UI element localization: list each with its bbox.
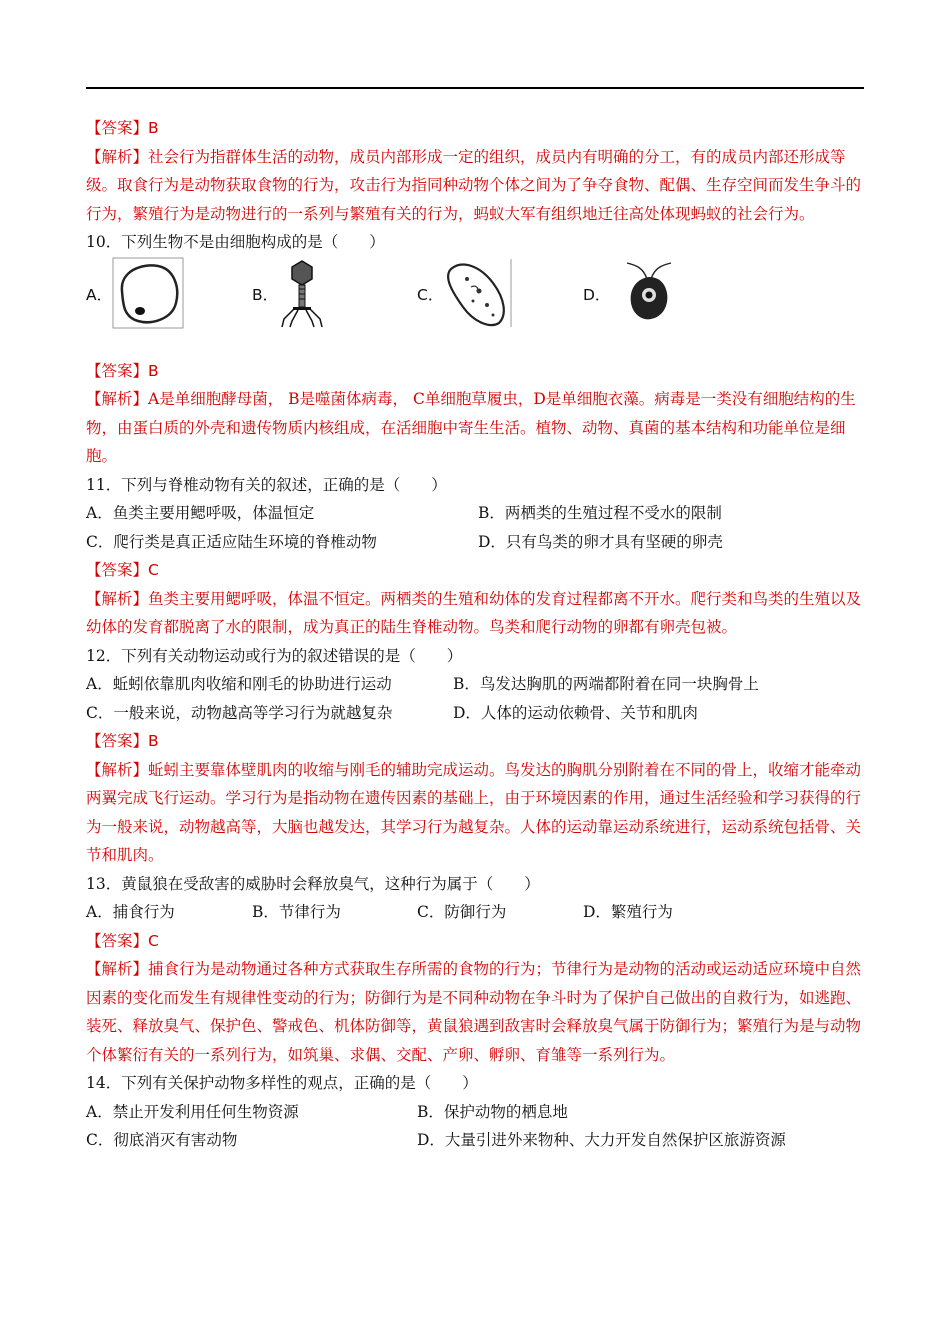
- q9-analysis: 【解析】社会行为指群体生活的动物，成员内部形成一定的组织，成员内有明确的分工，有的成员内部还形成等级。取食行为是动物获取食物的行为，攻击行为指同种动物个体之间为了争夺食物、配偶、生存空间而发生争斗的行为，繁殖行为是动物进行的一系列与繁殖有关的行为，蚂蚁大军有组织地迁往高处体现蚂蚁的社会行为。: [86, 147, 862, 223]
- paramecium-icon: [441, 257, 513, 329]
- yeast-cell-icon: [112, 257, 184, 329]
- q11-analysis: 【解析】鱼类主要用鳃呼吸，体温不恒定。两栖类的生殖和幼体的发育过程都离不开水。爬行类和鸟类的生殖以及幼体的发育都脱离了水的限制，成为真正的陆生脊椎动物。鸟类和爬行动物的卵都有卵壳包被。: [86, 589, 862, 636]
- q11-options-row-2: [86, 528, 864, 557]
- q13-option-d: D．繁殖行为: [583, 903, 673, 921]
- q12-option-d: D．人体的运动依赖骨、关节和肌肉: [453, 703, 698, 722]
- q13-answer: 【答案】C: [86, 931, 159, 950]
- document-body: [86, 114, 864, 1155]
- q12-options-row-1: [86, 670, 864, 699]
- bacteriophage-icon: [266, 257, 338, 329]
- q10-analysis: 【解析】A是单细胞酵母菌， B是噬菌体病毒， C单细胞草履虫，D是单细胞衣藻。病毒是一类没有细胞结构的生物，由蛋白质的外壳和遗传物质内核组成，在活细胞中寄生生活。植物、动物、真菌的基本结构和功能单位是细胞。: [86, 390, 856, 465]
- q14-options-row-2: [86, 1126, 864, 1155]
- q12-stem: 12．下列有关动物运动或行为的叙述错误的是（ ）: [86, 646, 463, 665]
- q13-option-c: C．防御行为: [417, 903, 507, 921]
- q14-option-d: D．大量引进外来物种、大力开发自然保护区旅游资源: [417, 1131, 786, 1149]
- header-rule: [86, 87, 864, 89]
- q11-option-c: C．爬行类是真正适应陆生环境的脊椎动物: [86, 532, 377, 551]
- q10-image-options: A． B． C． D．: [86, 257, 864, 357]
- q14-option-c: C．彻底消灭有害动物: [86, 1131, 238, 1149]
- q12-option-c: C．一般来说，动物越高等学习行为就越复杂: [86, 703, 393, 722]
- q12-options-row-2: [86, 699, 864, 728]
- q10-answer: 【答案】B: [86, 361, 159, 380]
- q9-answer: 【答案】B: [86, 119, 159, 137]
- q11-answer: 【答案】C: [86, 561, 159, 579]
- q10-stem: 10．下列生物不是由细胞构成的是（ ）: [86, 233, 385, 251]
- q12-analysis: 【解析】蚯蚓主要靠体壁肌肉的收缩与刚毛的辅助完成运动。鸟发达的胸肌分别附着在不同的骨上，收缩才能牵动两翼完成飞行运动。学习行为是指动物在遗传因素的基础上，由于环境因素的作用，通过生活经验和学习获得的行为一般来说，动物越高等，大脑也越发达，其学习行为越复杂。人体的运动靠运动系统进行，运动系统包括骨、关节和肌肉。: [86, 760, 862, 864]
- q12-option-b: B．鸟发达胸肌的两端都附着在同一块胸骨上: [453, 675, 759, 693]
- q11-option-a: A．鱼类主要用鳃呼吸，体温恒定: [86, 504, 315, 522]
- q11-options-row-1: [86, 499, 864, 528]
- q14-option-b: B．保护动物的栖息地: [417, 1102, 568, 1121]
- q13-options-row: [86, 898, 864, 927]
- q12-option-a: A．蚯蚓依靠肌肉收缩和刚毛的协助进行运动: [86, 675, 392, 693]
- q11-stem: 11．下列与脊椎动物有关的叙述，正确的是（ ）: [86, 475, 447, 494]
- q13-option-b: B．节律行为: [252, 903, 341, 921]
- q11-option-b: B．两栖类的生殖过程不受水的限制: [478, 504, 722, 522]
- q13-option-a: A．捕食行为: [86, 903, 175, 921]
- q11-option-d: D．只有鸟类的卵才具有坚硬的卵壳: [478, 532, 723, 551]
- q12-answer: 【答案】B: [86, 732, 159, 750]
- q13-stem: 13．黄鼠狼在受敌害的威胁时会释放臭气，这种行为属于（ ）: [86, 874, 540, 893]
- q13-analysis: 【解析】捕食行为是动物通过各种方式获取生存所需的食物的行为；节律行为是动物的活动或运动适应环境中自然因素的变化而发生有规律性变动的行为；防御行为是不同种动物在争斗时为了保护自己做出的自救行为，如逃跑、装死、释放臭气、保护色、警戒色、机体防御等，黄鼠狼遇到敌害时会释放臭气属于防御行为；繁殖行为是与动物个体繁衍有关的一系列行为，如筑巢、求偶、交配、产卵、孵卵、育雏等一系列行为。: [86, 960, 862, 1064]
- q14-stem: 14．下列有关保护动物多样性的观点，正确的是（ ）: [86, 1074, 478, 1092]
- chlamydomonas-icon: [613, 257, 685, 329]
- q14-option-a: A．禁止开发利用任何生物资源: [86, 1102, 299, 1121]
- q14-options-row-1: [86, 1098, 864, 1127]
